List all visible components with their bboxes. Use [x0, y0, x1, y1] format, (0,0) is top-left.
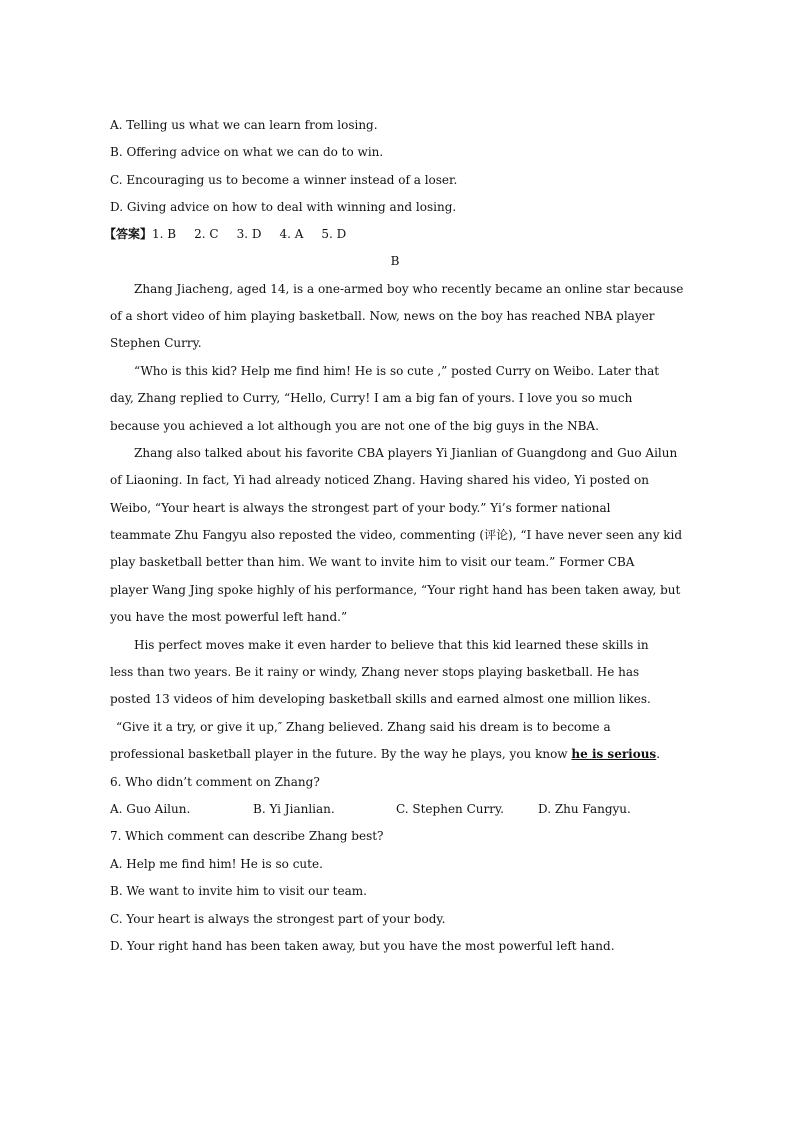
q7-option-a: A. Help me find him! He is so cute.	[110, 856, 323, 871]
section-label: B	[390, 253, 400, 268]
document-page	[104, 112, 684, 960]
prev-option-a: A. Telling us what we can learn from losing.	[110, 118, 378, 132]
answer-2: 2. C	[194, 226, 219, 241]
passage-line: teammate Zhu Fangyu also reposted the video, commenting (评论), “I have never seen any kid	[110, 528, 683, 543]
answer-1: 1. B	[152, 226, 177, 241]
answer-tag: 【答案】	[104, 226, 153, 241]
passage-line: His perfect moves make it even harder to believe that this kid learned these skills in	[134, 637, 649, 652]
last-line-period: .	[656, 747, 661, 762]
passage-line: Zhang also talked about his favorite CBA players Yi Jianlian of Guangdong and Guo Ailun	[134, 445, 678, 460]
q6-option-a: A. Guo Ailun.	[110, 801, 191, 816]
last-line-text: professional basketball player in the future. By the way he plays, you know	[110, 747, 572, 762]
question-6: 6. Who didn’t comment on Zhang?	[110, 774, 320, 789]
answer-key	[104, 222, 680, 247]
q6-option-c: C. Stephen Curry.	[396, 801, 504, 816]
passage-line: of Liaoning. In fact, Yi had already noticed Zhang. Having shared his video, Yi posted on	[110, 473, 649, 488]
passage-line: posted 13 videos of him developing basketball skills and earned almost one million likes.	[110, 692, 651, 707]
prev-option-b: B. Offering advice on what we can do to win.	[110, 145, 384, 160]
q6-option-d: D. Zhu Fangyu.	[538, 801, 631, 816]
passage-line: Stephen Curry.	[110, 336, 202, 351]
q7-option-c: C. Your heart is always the strongest part of your body.	[110, 911, 446, 926]
passage-line: “Who is this kid? Help me find him! He is so cute ,” posted Curry on Weibo. Later that	[134, 363, 660, 378]
q7-option-b: B. We want to invite him to visit our team.	[110, 884, 367, 899]
passage-line: less than two years. Be it rainy or windy, Zhang never stops playing basketball. He has	[110, 665, 640, 680]
answer-5: 5. D	[321, 226, 347, 241]
question-7: 7. Which comment can describe Zhang best?	[110, 829, 384, 844]
answer-3: 3. D	[236, 226, 262, 241]
passage-line: player Wang Jing spoke highly of his performance, “Your right hand has been taken away, but	[110, 582, 681, 597]
prev-option-d: D. Giving advice on how to deal with winning and losing.	[110, 200, 457, 215]
passage-line: Weibo, “Your heart is always the strongest part of your body.” Yi’s former national	[110, 500, 611, 515]
q7-option-d: D. Your right hand has been taken away, but you have the most powerful left hand.	[110, 938, 615, 953]
passage-last-line	[110, 741, 680, 768]
prev-option-c: C. Encouraging us to become a winner instead of a loser.	[110, 172, 458, 187]
passage-line: because you achieved a lot although you are not one of the big guys in the NBA.	[110, 418, 599, 433]
passage-line: day, Zhang replied to Curry, “Hello, Curry! I am a big fan of yours. I love you so much	[110, 391, 633, 406]
passage-line: of a short video of him playing basketball. Now, news on the boy has reached NBA player	[110, 308, 655, 323]
passage-line: play basketball better than him. We want to invite him to visit our team.” Former CBA	[110, 555, 635, 570]
passage-line: you have the most powerful left hand.”	[110, 610, 348, 625]
passage-line: Zhang Jiacheng, aged 14, is a one-armed boy who recently became an online star because	[134, 281, 684, 296]
passage-line: “Give it a try, or give it up,″ Zhang believed. Zhang said his dream is to become a	[116, 719, 611, 734]
question-6-options	[110, 796, 680, 823]
q6-option-b: B. Yi Jianlian.	[253, 801, 335, 816]
answer-4: 4. A	[279, 226, 304, 241]
underlined-phrase: he is serious	[571, 747, 657, 762]
